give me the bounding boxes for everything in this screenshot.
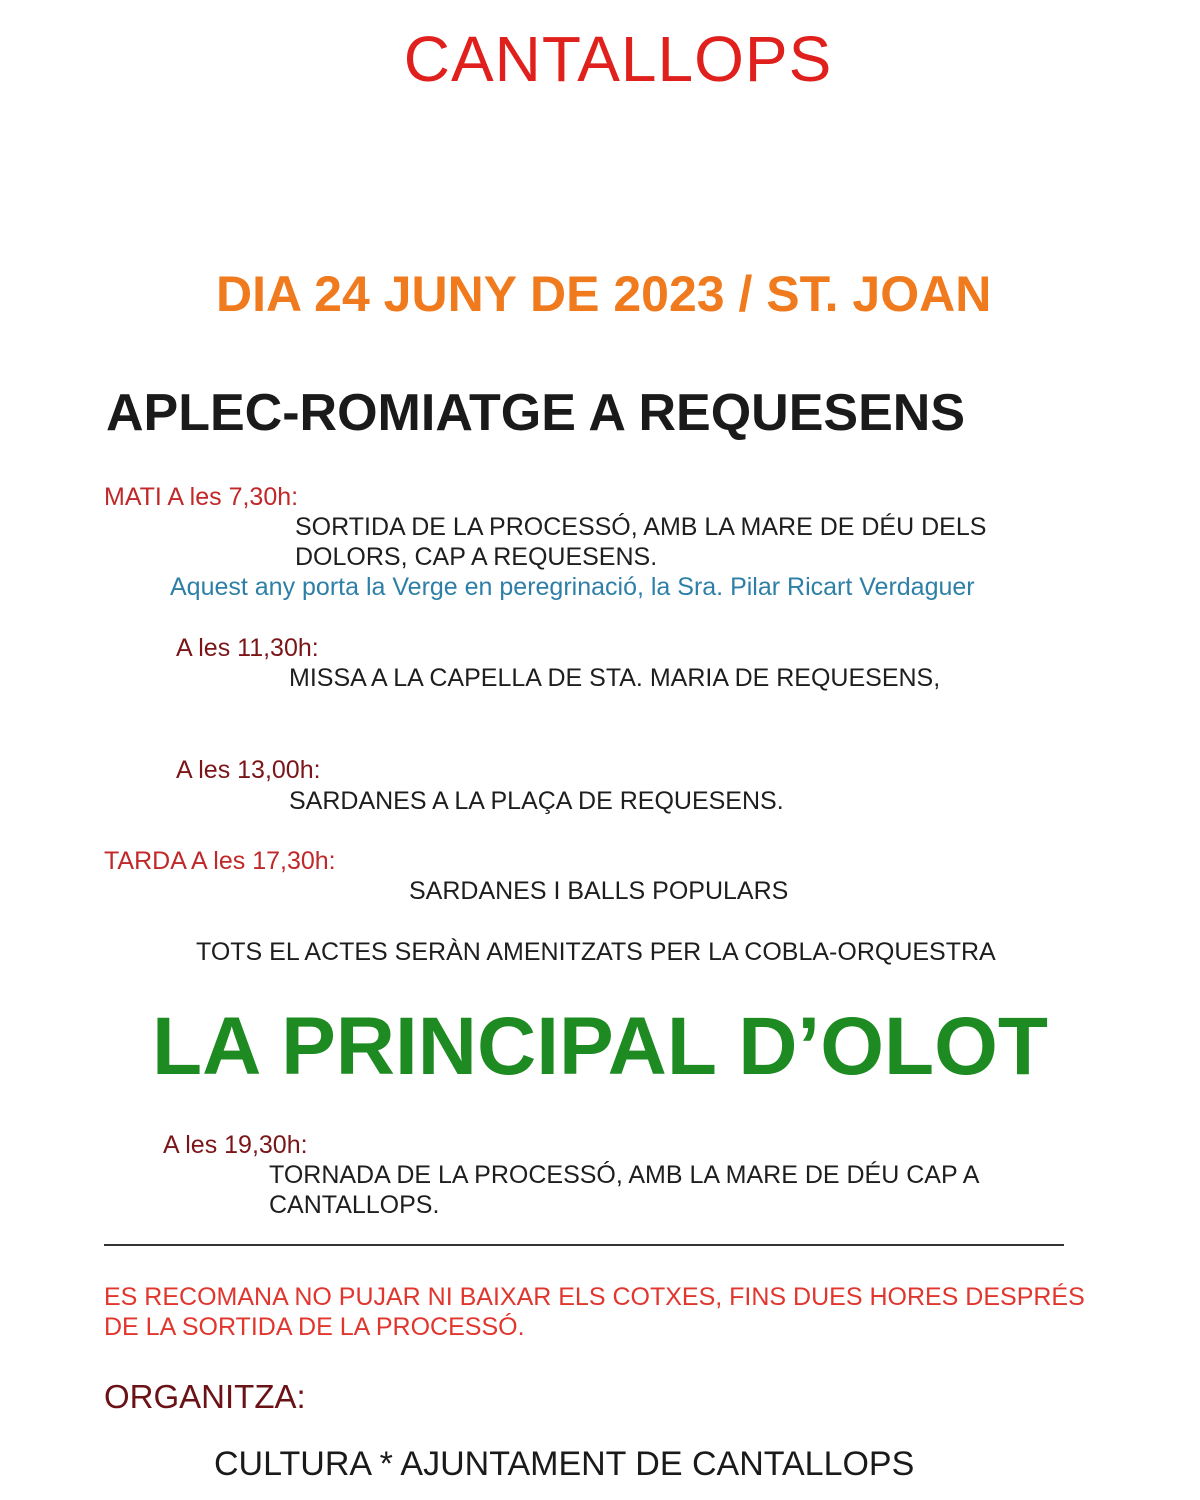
divider-line <box>104 1244 1064 1246</box>
afternoon-time-label: TARDA A les 17,30h: <box>104 847 336 875</box>
traffic-warning-line1: ES RECOMANA NO PUJAR NI BAIXAR ELS COTXES, FINS DUES HORES DESPRÉS <box>104 1283 1085 1311</box>
morning-time-label: MATI A les 7,30h: <box>104 483 299 511</box>
morning-description-line2: DOLORS, CAP A REQUESENS. <box>295 543 658 571</box>
return-description-line2: CANTALLOPS. <box>269 1191 440 1219</box>
return-description-line1: TORNADA DE LA PROCESSÓ, AMB LA MARE DE DÉU CAP A <box>269 1161 980 1189</box>
music-note: TOTS EL ACTES SERÀN AMENITZATS PER LA COBLA-ORQUESTRA <box>196 938 996 966</box>
mass-description: MISSA A LA CAPELLA DE STA. MARIA DE REQUESENS, <box>289 664 941 692</box>
midday-description: SARDANES A LA PLAÇA DE REQUESENS. <box>289 787 784 815</box>
afternoon-description: SARDANES I BALLS POPULARS <box>409 877 789 905</box>
town-title: CANTALLOPS <box>403 23 833 95</box>
return-time-label: A les 19,30h: <box>163 1131 308 1159</box>
mass-time-label: A les 11,30h: <box>176 634 319 662</box>
organizer-label: ORGANITZA: <box>104 1378 306 1415</box>
band-name: LA PRINCIPAL D’OLOT <box>152 1001 1048 1092</box>
event-date: DIA 24 JUNY DE 2023 / ST. JOAN <box>216 266 992 322</box>
morning-description-line1: SORTIDA DE LA PROCESSÓ, AMB LA MARE DE DÉU DELS <box>295 513 987 541</box>
traffic-warning-line2: DE LA SORTIDA DE LA PROCESSÓ. <box>104 1313 525 1341</box>
event-title: APLEC-ROMIATGE A REQUESENS <box>106 384 966 442</box>
midday-time-label: A les 13,00h: <box>176 756 321 784</box>
pilgrimage-note: Aquest any porta la Verge en peregrinació, la Sra. Pilar Ricart Verdaguer <box>170 573 975 601</box>
traffic-warning <box>104 1282 1085 1342</box>
organizer-name: CULTURA * AJUNTAMENT DE CANTALLOPS <box>214 1445 915 1483</box>
